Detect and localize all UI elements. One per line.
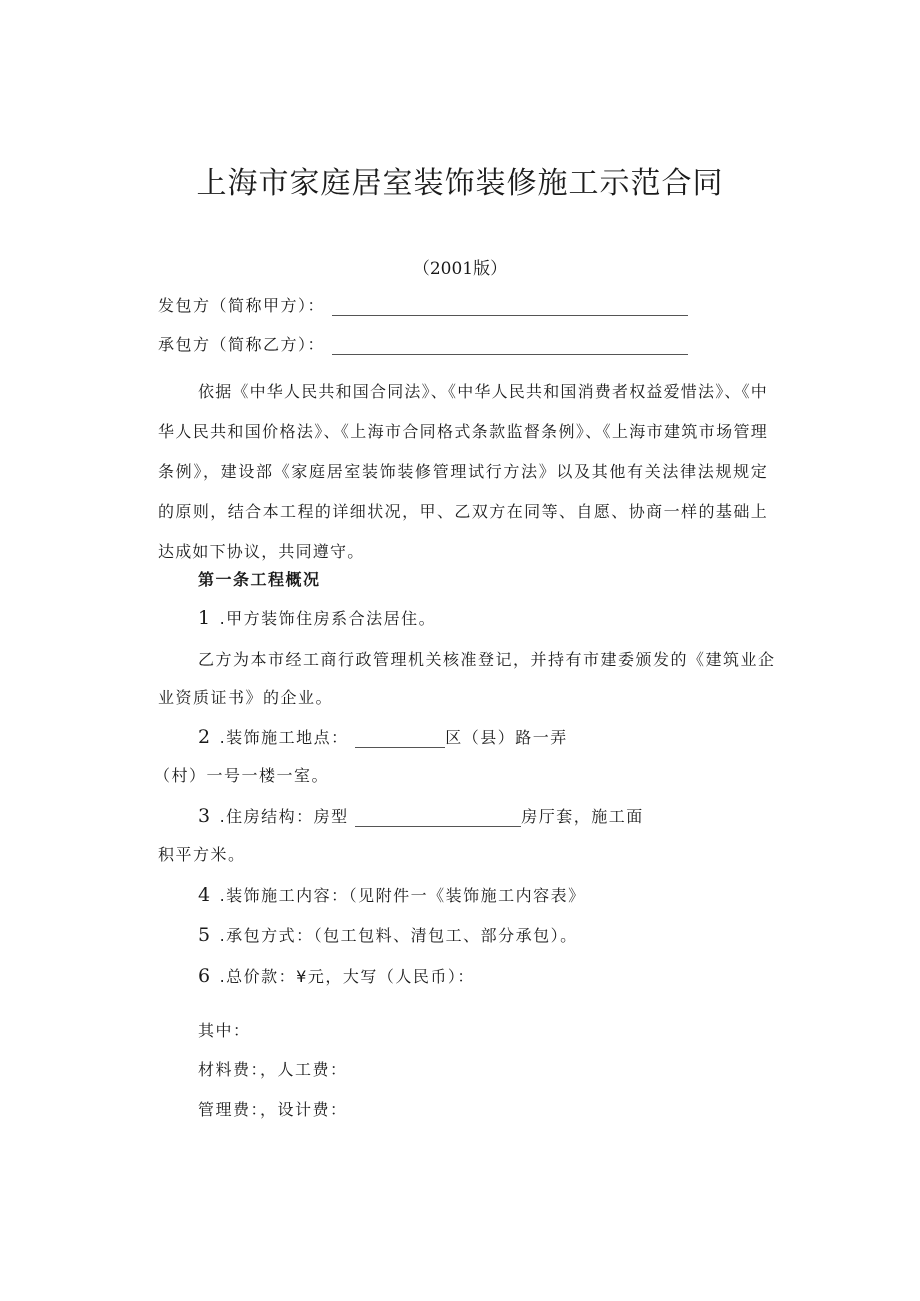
item-2-number: 2 bbox=[198, 726, 212, 748]
item-3-line2: 积平方米。 bbox=[158, 845, 246, 864]
article1-heading: 第一条工程概况 bbox=[198, 570, 321, 589]
party-b-line bbox=[158, 335, 688, 355]
item-4 bbox=[198, 885, 586, 906]
item-5-number: 5 bbox=[198, 924, 212, 946]
item-2 bbox=[198, 727, 568, 748]
party-a-label: 发包方（简称甲方）： bbox=[158, 296, 326, 315]
item-5-text: .承包方式：（包工包料、清包工、部分承包）。 bbox=[219, 926, 578, 945]
item-3 bbox=[198, 806, 644, 827]
item-2-text: .装饰施工地点： bbox=[219, 728, 349, 747]
edition-label: （2001版） bbox=[412, 259, 508, 279]
item-3-number: 3 bbox=[198, 805, 212, 827]
item-1 bbox=[198, 608, 436, 629]
item-1-number: 1 bbox=[198, 607, 212, 629]
management-design-line: 管理费：，设计费： bbox=[198, 1100, 348, 1119]
item-5 bbox=[198, 925, 578, 946]
party-a-blank[interactable] bbox=[332, 299, 688, 316]
item-6-number: 6 bbox=[198, 965, 212, 987]
item-3-after-blank: 房厅套，施工面 bbox=[521, 807, 644, 826]
item-1-text: .甲方装饰住房系合法居住。 bbox=[219, 609, 437, 628]
among-label: 其中： bbox=[198, 1021, 251, 1040]
materials-labor-line: 材料费：，人工费： bbox=[198, 1060, 348, 1079]
item-1-sub-line2: 业资质证书》的企业。 bbox=[158, 688, 334, 707]
page-title: 上海市家庭居室装饰装修施工示范合同 bbox=[196, 166, 724, 201]
item-2-after-blank: 区（县）路一弄 bbox=[445, 728, 568, 747]
party-a-line bbox=[158, 296, 688, 316]
item-3-text: .住房结构：房型 bbox=[219, 807, 349, 826]
location-blank[interactable] bbox=[355, 731, 445, 748]
preamble-paragraph: 依据《中华人民共和国合同法》、《中华人民共和国消费者权益爱惜法》、《中华人民共和国价格法》、《上海市合同格式条款监督条例》、《上海市建筑市场管理条例》，建设部《家庭居室装饰装修管理试行方法》以及其他有关法律法规规定的原则，结合本工程的详细状况，甲、乙双方在同等、自愿、协商一样的基础上达成如下协议，共同遵守。 bbox=[158, 382, 769, 561]
item-4-text: .装饰施工内容：（见附件一《装饰施工内容表》 bbox=[219, 886, 586, 905]
item-6 bbox=[198, 966, 475, 987]
item-4-number: 4 bbox=[198, 884, 212, 906]
item-6-text: .总价款：¥元，大写（人民币）： bbox=[219, 967, 475, 986]
party-b-blank[interactable] bbox=[332, 338, 688, 355]
party-b-label: 承包方（简称乙方）： bbox=[158, 335, 326, 354]
house-type-blank[interactable] bbox=[355, 810, 521, 827]
item-1-sub-line1: 乙方为本市经工商行政管理机关核准登记，并持有市建委颁发的《建筑业企 bbox=[198, 650, 776, 669]
item-2-line2: （村）一号一楼一室。 bbox=[154, 766, 330, 785]
